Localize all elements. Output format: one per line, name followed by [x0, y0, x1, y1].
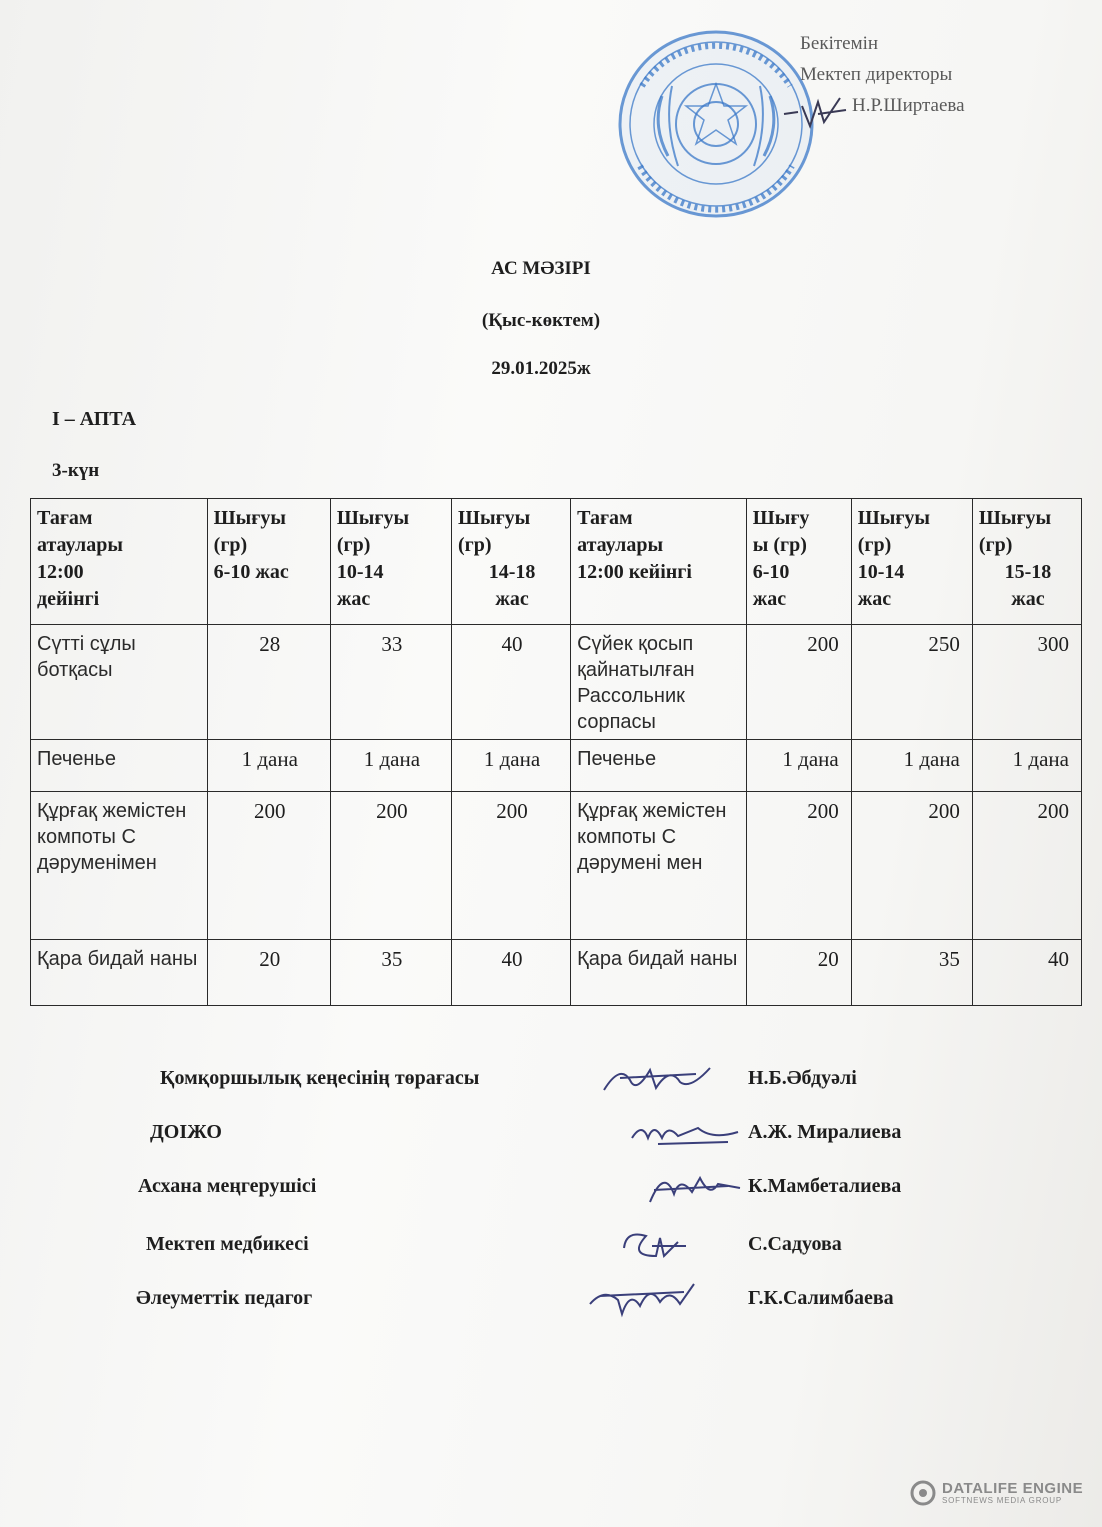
approval-position: Мектеп директоры	[800, 64, 953, 85]
portion-cell: 28	[207, 625, 330, 740]
dish-name-cell: Сүйек қосып қайнатылған Рассольник сорпасы	[571, 625, 747, 740]
column-header-line: (гр)	[857, 534, 892, 556]
column-header	[207, 499, 330, 625]
column-header	[451, 499, 570, 625]
column-header-line: Шығу	[752, 507, 810, 529]
column-header-line: 12:00	[37, 561, 84, 583]
portion-cell: 300	[972, 625, 1081, 740]
table-row	[31, 792, 1082, 940]
portion-cell: 1 дана	[851, 740, 972, 792]
column-header-line: жас	[495, 588, 529, 610]
column-header-line: дейінгі	[37, 588, 100, 610]
portion-cell: 20	[746, 940, 851, 1006]
portion-cell: 40	[451, 940, 570, 1006]
column-header	[746, 499, 851, 625]
week-label: I – АПТА	[52, 408, 137, 430]
director-signature	[780, 92, 850, 132]
dish-name-cell: Қара бидай наны	[31, 940, 208, 1006]
watermark-subtitle: SOFTNEWS MEDIA GROUP	[942, 1496, 1063, 1505]
column-header-line: ы (гр)	[752, 534, 807, 556]
column-header-line: (гр)	[213, 534, 248, 556]
portion-cell: 1 дана	[451, 740, 570, 792]
portion-cell: 40	[972, 940, 1081, 1006]
signatory-role: Қомқоршылық кеңесінің төрағасы	[160, 1067, 480, 1089]
column-header	[31, 499, 208, 625]
portion-cell: 200	[746, 625, 851, 740]
table-row	[31, 740, 1082, 792]
column-header-line: 6-10 жас	[213, 561, 289, 583]
portion-cell: 200	[330, 792, 451, 940]
column-header-line: Шығуы	[978, 507, 1052, 529]
portion-cell: 35	[851, 940, 972, 1006]
portion-cell: 1 дана	[330, 740, 451, 792]
column-header	[330, 499, 451, 625]
column-header-line: 10-14	[336, 561, 384, 583]
handwritten-signature	[628, 1109, 748, 1159]
table-row	[31, 940, 1082, 1006]
menu-date: 29.01.2025ж	[491, 358, 591, 379]
column-header	[851, 499, 972, 625]
portion-cell: 200	[207, 792, 330, 940]
season-label: (Қыс-көктем)	[481, 310, 601, 331]
signature-row	[0, 1067, 1102, 1107]
handwritten-signature	[600, 1055, 720, 1105]
dish-name-cell: Печенье	[571, 740, 747, 792]
dish-name-cell: Құрғақ жемістен компоты С дәрумені мен	[571, 792, 747, 940]
table-row	[31, 625, 1082, 740]
portion-cell: 20	[207, 940, 330, 1006]
column-header-line: 10-14	[857, 561, 905, 583]
handwritten-signature	[584, 1275, 704, 1325]
column-header-line: 15-18	[1004, 561, 1052, 583]
column-header-line: атаулары	[577, 534, 664, 556]
dish-name-cell: Сүтті сұлы ботқасы	[31, 625, 208, 740]
signatory-role: ДОІЖО	[150, 1121, 222, 1143]
portion-cell: 35	[330, 940, 451, 1006]
signature-row	[0, 1233, 1102, 1273]
portion-cell: 200	[972, 792, 1081, 940]
column-header-line: (гр)	[457, 534, 492, 556]
column-header-line: 12:00 кейінгі	[577, 561, 692, 583]
column-header-line: (гр)	[336, 534, 371, 556]
portion-cell: 1 дана	[207, 740, 330, 792]
column-header-line: Шығуы	[213, 507, 286, 529]
portion-cell: 200	[451, 792, 570, 940]
signatory-name: Г.К.Салимбаева	[748, 1287, 894, 1309]
signatory-name: А.Ж. Миралиева	[748, 1121, 902, 1143]
signatory-role: Асхана меңгерушісі	[138, 1175, 317, 1197]
signature-row	[0, 1287, 1102, 1327]
column-header-line: Тағам	[577, 507, 633, 529]
column-header-line: жас	[336, 588, 371, 610]
menu-title: АС МӘЗІРІ	[491, 258, 591, 279]
portion-cell: 33	[330, 625, 451, 740]
datalife-logo-icon	[910, 1480, 936, 1506]
dish-name-cell: Құрғақ жемістен компоты С дәруменімен	[31, 792, 208, 940]
column-header-line: (гр)	[978, 534, 1013, 556]
menu-table	[30, 498, 1082, 1006]
signatory-name: Н.Б.Әбдуәлі	[748, 1067, 857, 1089]
column-header-line: жас	[1011, 588, 1045, 610]
portion-cell: 1 дана	[746, 740, 851, 792]
column-header-line: жас	[857, 588, 892, 610]
approval-line: Бекітемін	[800, 33, 879, 54]
column-header-line: Шығуы	[336, 507, 410, 529]
portion-cell: 200	[746, 792, 851, 940]
signatory-name: К.Мамбеталиева	[748, 1175, 902, 1197]
signatory-name: С.Садуова	[748, 1233, 842, 1255]
column-header	[571, 499, 747, 625]
portion-cell: 200	[851, 792, 972, 940]
column-header-line: 14-18	[488, 561, 536, 583]
column-header-line: 6-10	[752, 561, 790, 583]
handwritten-signature	[616, 1221, 736, 1271]
day-label: 3-күн	[52, 460, 100, 481]
column-header-line: атаулары	[37, 534, 123, 556]
column-header-line: Шығуы	[457, 507, 531, 529]
table-header-row	[31, 499, 1082, 625]
dish-name-cell: Печенье	[31, 740, 208, 792]
signature-row	[0, 1121, 1102, 1161]
watermark	[910, 1480, 1083, 1506]
handwritten-signature	[640, 1163, 760, 1213]
dish-name-cell: Қара бидай наны	[571, 940, 747, 1006]
signatory-role: Мектеп медбикесі	[146, 1233, 309, 1255]
column-header-line: жас	[752, 588, 787, 610]
portion-cell: 1 дана	[972, 740, 1081, 792]
director-name: Н.Р.Ширтаева	[852, 95, 965, 116]
column-header	[972, 499, 1081, 625]
watermark-brand: DATALIFE ENGINE	[942, 1480, 1084, 1497]
signatory-role: Әлеуметтік педагог	[136, 1287, 313, 1309]
portion-cell: 250	[851, 625, 972, 740]
signature-row	[0, 1175, 1102, 1215]
column-header-line: Тағам	[37, 507, 93, 529]
column-header-line: Шығуы	[857, 507, 931, 529]
portion-cell: 40	[451, 625, 570, 740]
